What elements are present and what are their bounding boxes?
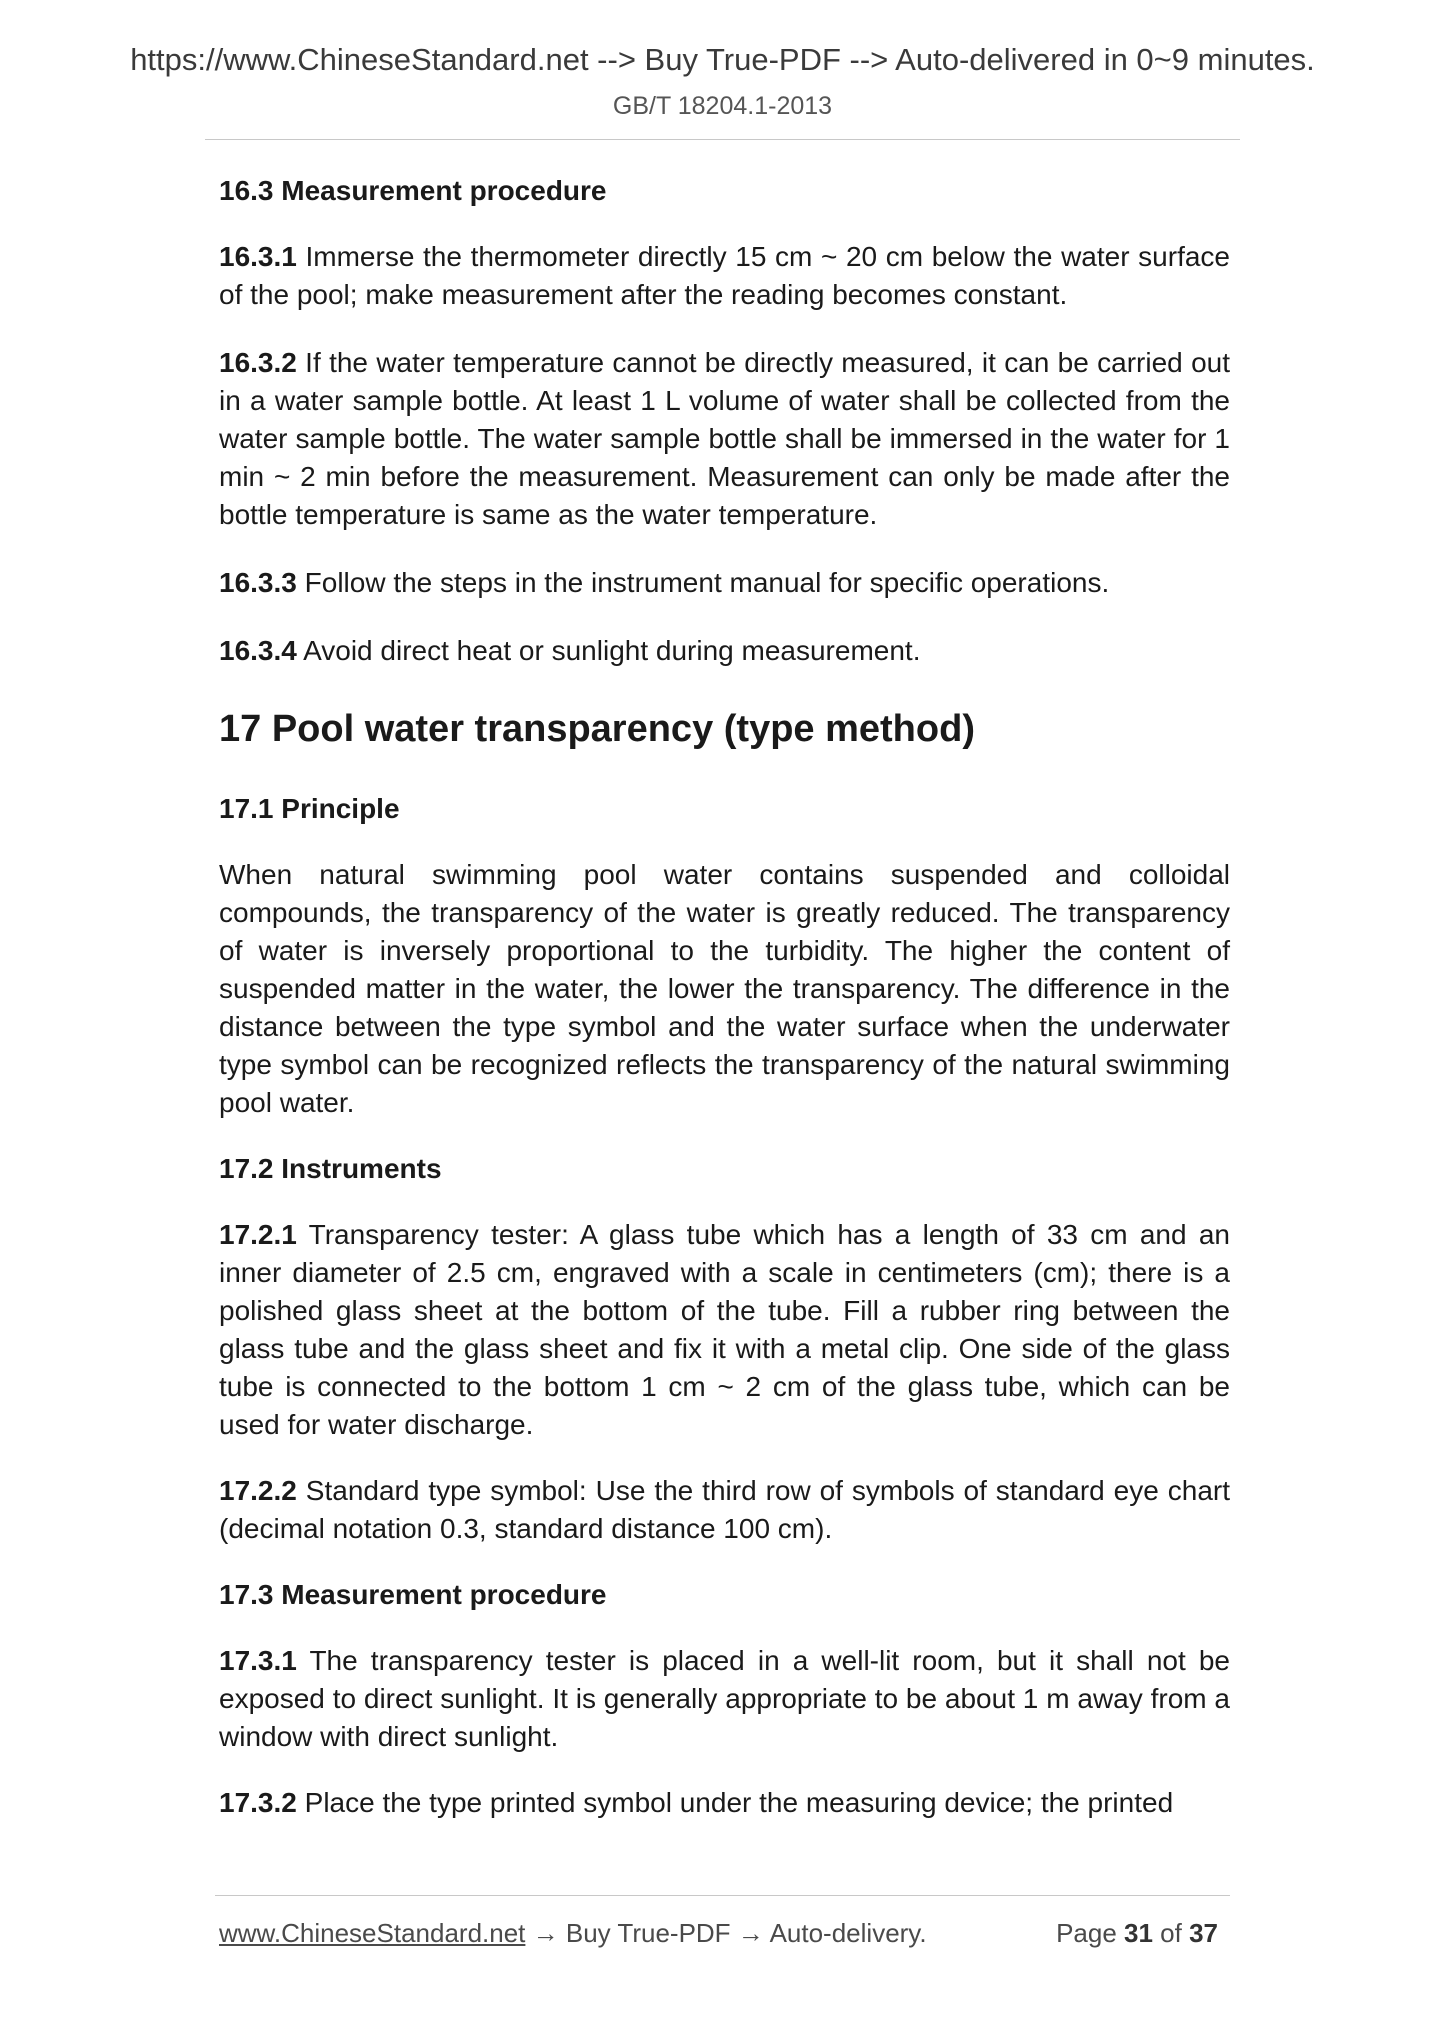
section-17-3-heading: 17.3 Measurement procedure [219,1579,607,1610]
paragraph-17-2-1 [219,1216,1230,1444]
clause-text: The transparency tester is placed in a well-lit room, but it shall not be exposed to direct sunlight. It is generally appropriate to be about 1 m away from a window with direct sunlight. [219,1645,1230,1752]
footer-tagline: → Buy True-PDF → Auto-delivery. [525,1918,927,1948]
clause-text: Transparency tester: A glass tube which has a length of 33 cm and an inner diameter of 2.5 cm, engraved with a scale in centimeters (cm); there is a polished glass sheet at the bottom of the tube. Fill a rubber ring between the glass tube and the glass sheet and fix it with a metal clip. One side of the glass tube is connected to the bottom 1 cm ~ 2 cm of the glass tube, which can be used for water discharge. [219,1219,1230,1440]
total-pages: 37 [1189,1918,1218,1948]
clause-text: Immerse the thermometer directly 15 cm ~ 20 cm below the water surface of the pool; make measurement after the reading becomes constant. [219,241,1230,310]
section-17-heading: 17 Pool water transparency (type method) [219,708,975,750]
clause-number: 16.3.2 [219,347,297,378]
page-indicator [1056,1918,1218,1949]
paragraph-17-3-2 [219,1784,1230,1822]
page-footer [219,1918,1230,1949]
clause-number: 16.3.3 [219,567,297,598]
paragraph-17-2-2 [219,1472,1230,1548]
header-standard-number: GB/T 18204.1-2013 [612,92,833,120]
clause-number: 16.3.1 [219,241,297,272]
page-label: Page [1056,1918,1125,1948]
clause-number: 17.2.1 [219,1219,297,1250]
clause-text: Avoid direct heat or sunlight during measurement. [296,635,921,666]
footer-site-link[interactable]: www.ChineseStandard.net [219,1918,526,1948]
section-17-2-heading: 17.2 Instruments [219,1153,442,1184]
paragraph-16-3-1 [219,238,1230,314]
header-divider [205,139,1240,140]
paragraph-17-1-principle: When natural swimming pool water contains suspended and colloidal compounds, the transparency of the water is greatly reduced. The transparency of water is inversely proportional to the turbidity. The higher the content of suspended matter in the water, the lower the transparency. The difference in the distance between the type symbol and the water surface when the underwater type symbol can be recognized reflects the transparency of the natural swimming pool water. [219,859,1230,1118]
section-17-1-heading: 17.1 Principle [219,793,400,824]
paragraph-16-3-2 [219,344,1230,534]
clause-text: If the water temperature cannot be directly measured, it can be carried out in a water sample bottle. At least 1 L volume of water shall be collected from the water sample bottle. The water sample bottle shall be immersed in the water for 1 min ~ 2 min before the measurement. Measurement can only be made after the bottle temperature is same as the water temperature. [219,347,1230,530]
clause-number: 17.3.1 [219,1645,297,1676]
of-label: of [1152,1918,1190,1948]
clause-text: Follow the steps in the instrument manual for specific operations. [296,567,1110,598]
clause-number: 17.2.2 [219,1475,297,1506]
clause-text: Standard type symbol: Use the third row of symbols of standard eye chart (decimal notation 0.3, standard distance 100 cm). [219,1475,1230,1544]
clause-number: 16.3.4 [219,635,297,666]
paragraph-16-3-3 [219,564,1230,602]
paragraph-17-3-1 [219,1642,1230,1756]
page-content [219,172,1230,1822]
section-16-3-heading: 16.3 Measurement procedure [219,175,607,206]
clause-number: 17.3.2 [219,1787,297,1818]
paragraph-16-3-4 [219,632,1230,670]
footer-divider [215,1895,1230,1896]
header-url-line: https://www.ChineseStandard.net --> Buy True-PDF --> Auto-delivered in 0~9 minutes. [130,42,1315,77]
page-number: 31 [1124,1918,1153,1948]
clause-text: Place the type printed symbol under the measuring device; the printed [296,1787,1174,1818]
